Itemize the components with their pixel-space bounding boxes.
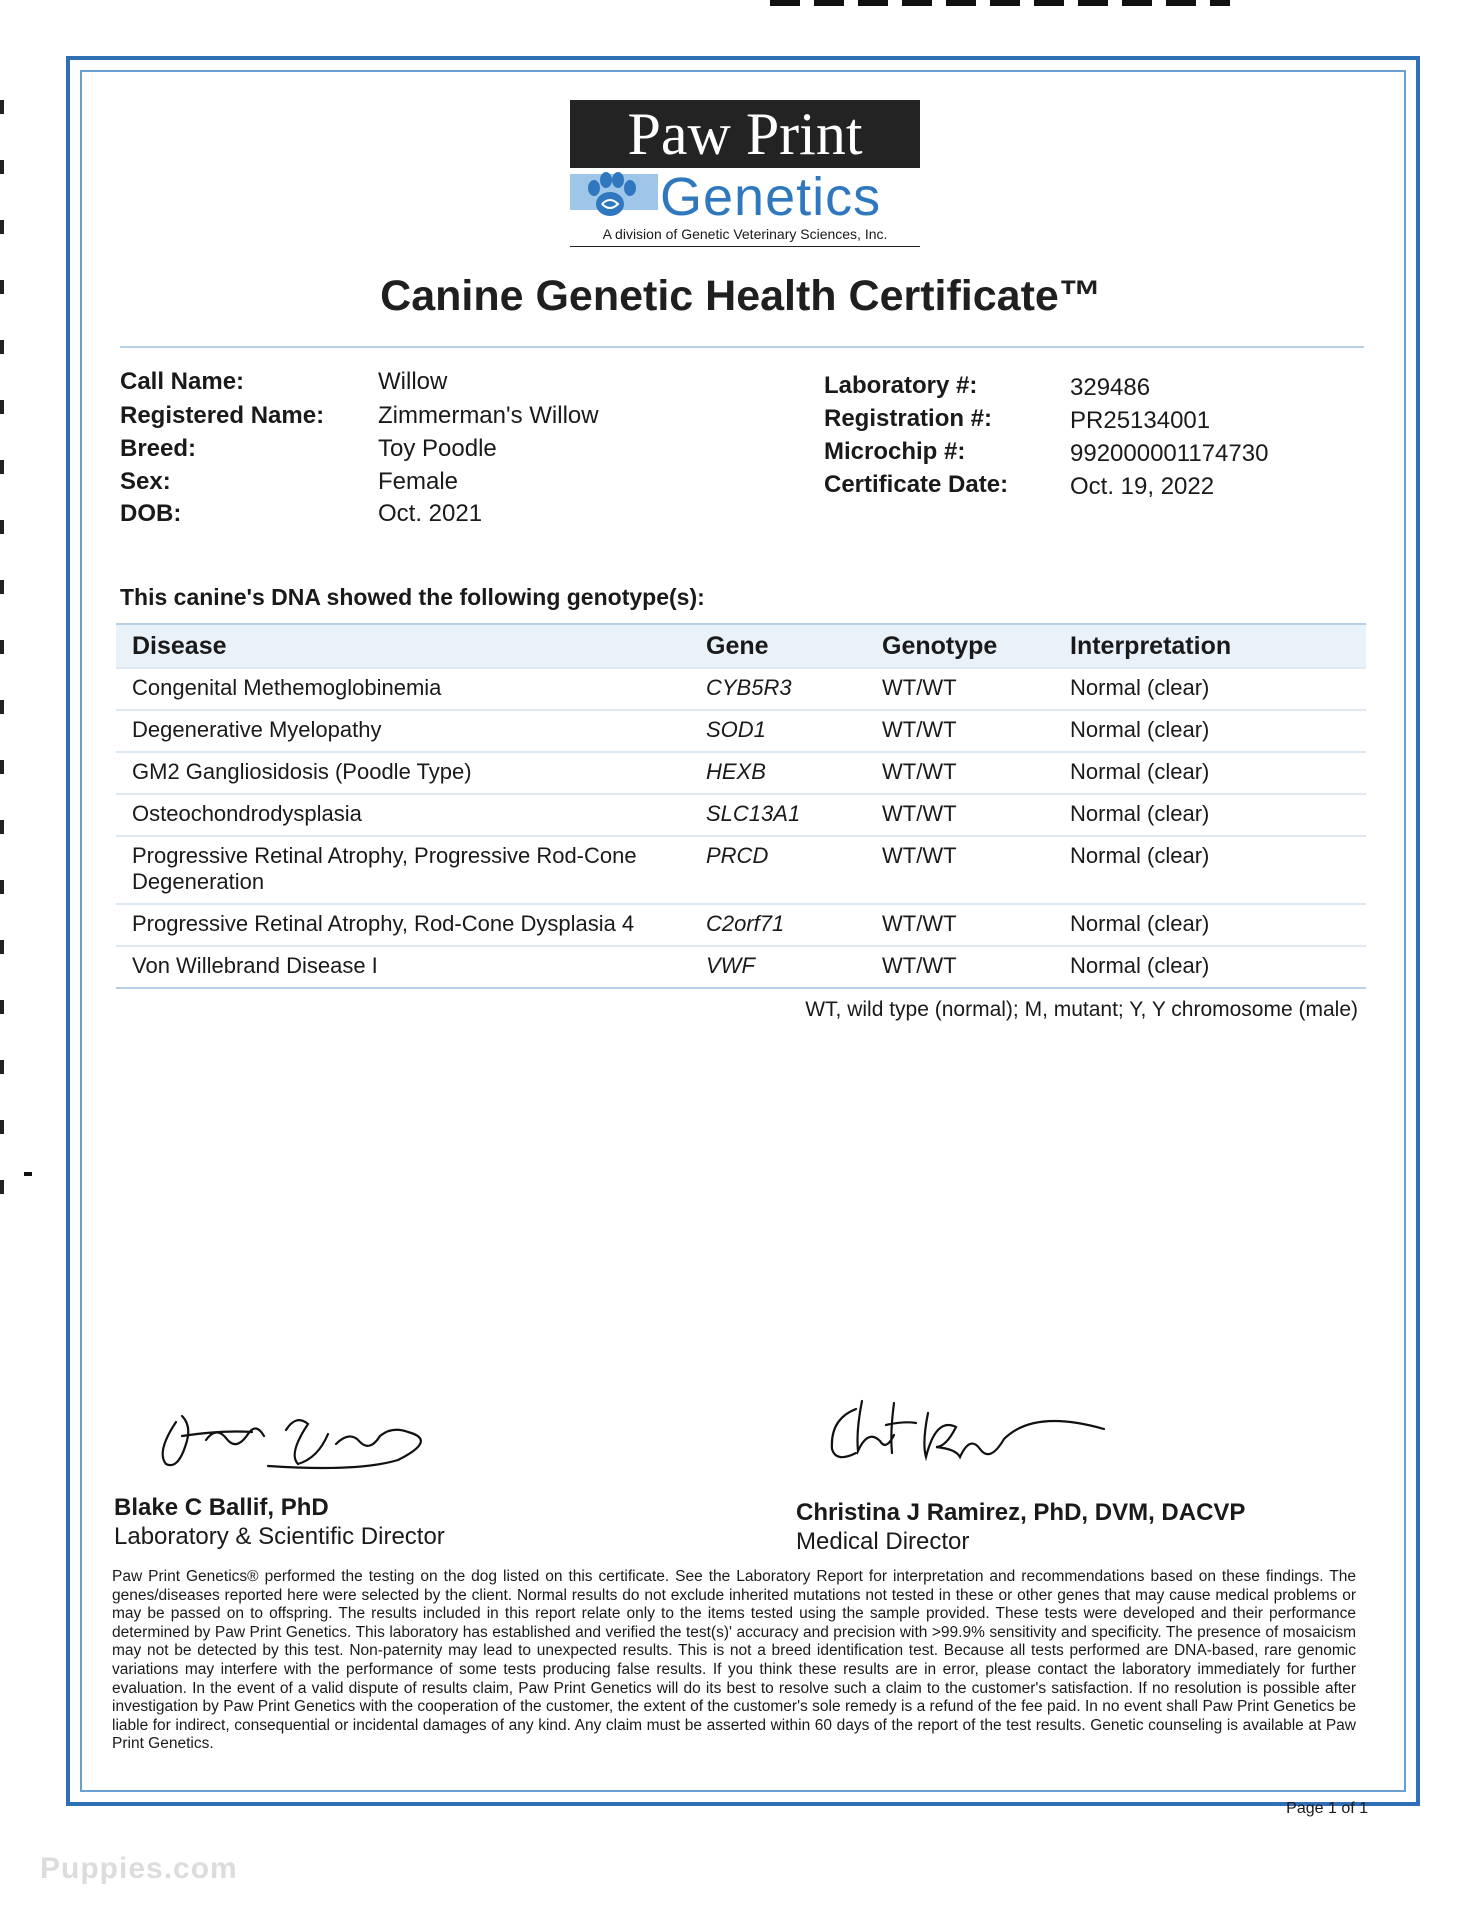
- left-signatory-name: Blake C Ballif, PhD: [114, 1494, 329, 1521]
- gene-cell: VWF: [690, 946, 866, 988]
- interpretation-cell: Normal (clear): [1054, 668, 1366, 710]
- interpretation-cell: Normal (clear): [1054, 752, 1366, 794]
- signature-left: [136, 1400, 466, 1480]
- page-number: Page 1 of 1: [1286, 1800, 1368, 1817]
- legal-disclaimer: Paw Print Genetics® performed the testing on the dog listed on this certificate. See the Laboratory Report for interpretation and recommendations based on these findings. The genes/diseases reported here were selected by the client. Normal results do not exclude inherited mutations not tested in these or other genes that may cause medical problems or may be passed on to offspring. The results included in this report relate only to the items tested using the sample provided. These tests were developed and their performance determined by Paw Print Genetics. This laboratory has established and verified the test(s)' accuracy and precision with >99.9% sensitivity and specificity. The presence of mosaicism may not be detected by this test. Non-paternity may lead to unexpected results. This is not a breed identification test. Because all tests performed are DNA-based, rare genomic variations may interfere with the performance of some tests producing false results. If you think these results are in error, please contact the laboratory immediately for further evaluation. In the event of a valid dispute of results claim, Paw Print Genetics will do its best to resolve such a claim to the customer's satisfaction. If no resolution is possible after investigation by Paw Print Genetics with the cooperation of the customer, the extent of the customer's sole remedy is a refund of the fee paid. In no event shall Paw Print Genetics be liable for indirect, consequential or incidental damages of any kind. Any claim must be asserted within 60 days of the report of the test results. Genetic counseling is available at Paw Print Genetics.: [112, 1568, 1356, 1753]
- genotype-cell: WT/WT: [866, 946, 1054, 988]
- logo-name-top: Paw Print: [570, 100, 920, 168]
- results-heading: This canine's DNA showed the following genotype(s):: [120, 584, 705, 610]
- interpretation-cell: Normal (clear): [1054, 836, 1366, 904]
- table-row: [116, 946, 1366, 988]
- disease-cell: Degenerative Myelopathy: [116, 710, 690, 752]
- lab-number-value: 329486: [1070, 374, 1151, 401]
- column-header-disease: Disease: [116, 624, 690, 668]
- disease-cell: Progressive Retinal Atrophy, Rod-Cone Dysplasia 4: [116, 904, 690, 946]
- right-signatory-title: Medical Director: [796, 1528, 970, 1555]
- genotype-cell: WT/WT: [866, 752, 1054, 794]
- watermark: Puppies.com: [40, 1852, 238, 1885]
- paw-icon: [580, 168, 640, 224]
- registration-number-value: PR25134001: [1070, 407, 1211, 434]
- genotype-cell: WT/WT: [866, 710, 1054, 752]
- registered-name-value: Zimmerman's Willow: [378, 402, 599, 429]
- interpretation-cell: Normal (clear): [1054, 710, 1366, 752]
- scan-artifact-top: [770, 0, 1230, 6]
- gene-cell: PRCD: [690, 836, 866, 904]
- gene-cell: HEXB: [690, 752, 866, 794]
- genotype-cell: WT/WT: [866, 794, 1054, 836]
- gene-cell: SOD1: [690, 710, 866, 752]
- table-row: [116, 904, 1366, 946]
- table-row: [116, 710, 1366, 752]
- call-name-label: Call Name:: [120, 368, 245, 395]
- column-header-genotype: Genotype: [866, 624, 1054, 668]
- lab-number-label: Laboratory #:: [824, 372, 978, 399]
- gene-cell: C2orf71: [690, 904, 866, 946]
- sex-value: Female: [378, 468, 459, 495]
- breed-label: Breed:: [120, 435, 197, 462]
- certificate-date-label: Certificate Date:: [824, 471, 1009, 498]
- scan-artifact-left: [0, 100, 4, 1200]
- disease-cell: Von Willebrand Disease I: [116, 946, 690, 988]
- registered-name-label: Registered Name:: [120, 402, 325, 429]
- genotype-cell: WT/WT: [866, 836, 1054, 904]
- table-row: [116, 668, 1366, 710]
- gene-cell: CYB5R3: [690, 668, 866, 710]
- column-header-interpretation: Interpretation: [1054, 624, 1366, 668]
- title-divider: [120, 346, 1364, 348]
- right-signatory-name: Christina J Ramirez, PhD, DVM, DACVP: [796, 1499, 1246, 1526]
- interpretation-cell: Normal (clear): [1054, 904, 1366, 946]
- genotype-legend: WT, wild type (normal); M, mutant; Y, Y chromosome (male): [805, 998, 1358, 1021]
- disease-cell: Osteochondrodysplasia: [116, 794, 690, 836]
- logo-division: A division of Genetic Veterinary Sciences, Inc.: [570, 226, 920, 247]
- scan-artifact-dot: [24, 1172, 32, 1176]
- table-row: [116, 794, 1366, 836]
- genotype-cell: WT/WT: [866, 904, 1054, 946]
- gene-cell: SLC13A1: [690, 794, 866, 836]
- dob-value: Oct. 2021: [378, 500, 483, 527]
- genotype-cell: WT/WT: [866, 668, 1054, 710]
- certificate-title: Canine Genetic Health Certificate™: [380, 272, 1102, 320]
- disease-cell: Congenital Methemoglobinemia: [116, 668, 690, 710]
- table-row: [116, 752, 1366, 794]
- genotype-table: [116, 623, 1366, 989]
- disease-cell: Progressive Retinal Atrophy, Progressive Rod-Cone Degeneration: [116, 836, 690, 904]
- registration-number-label: Registration #:: [824, 405, 993, 432]
- certificate-date-value: Oct. 19, 2022: [1070, 473, 1215, 500]
- logo-name-bottom: Genetics: [660, 167, 882, 227]
- company-logo: [570, 100, 920, 247]
- table-row: [116, 836, 1366, 904]
- breed-value: Toy Poodle: [378, 435, 497, 462]
- left-signatory-title: Laboratory & Scientific Director: [114, 1523, 445, 1550]
- sex-label: Sex:: [120, 468, 171, 495]
- disease-cell: GM2 Gangliosidosis (Poodle Type): [116, 752, 690, 794]
- column-header-gene: Gene: [690, 624, 866, 668]
- microchip-value: 992000001174730: [1070, 440, 1269, 467]
- table-header-row: [116, 624, 1366, 668]
- interpretation-cell: Normal (clear): [1054, 794, 1366, 836]
- signature-right: [816, 1395, 1146, 1475]
- dob-label: DOB:: [120, 500, 182, 527]
- microchip-label: Microchip #:: [824, 438, 966, 465]
- call-name-value: Willow: [378, 368, 448, 395]
- interpretation-cell: Normal (clear): [1054, 946, 1366, 988]
